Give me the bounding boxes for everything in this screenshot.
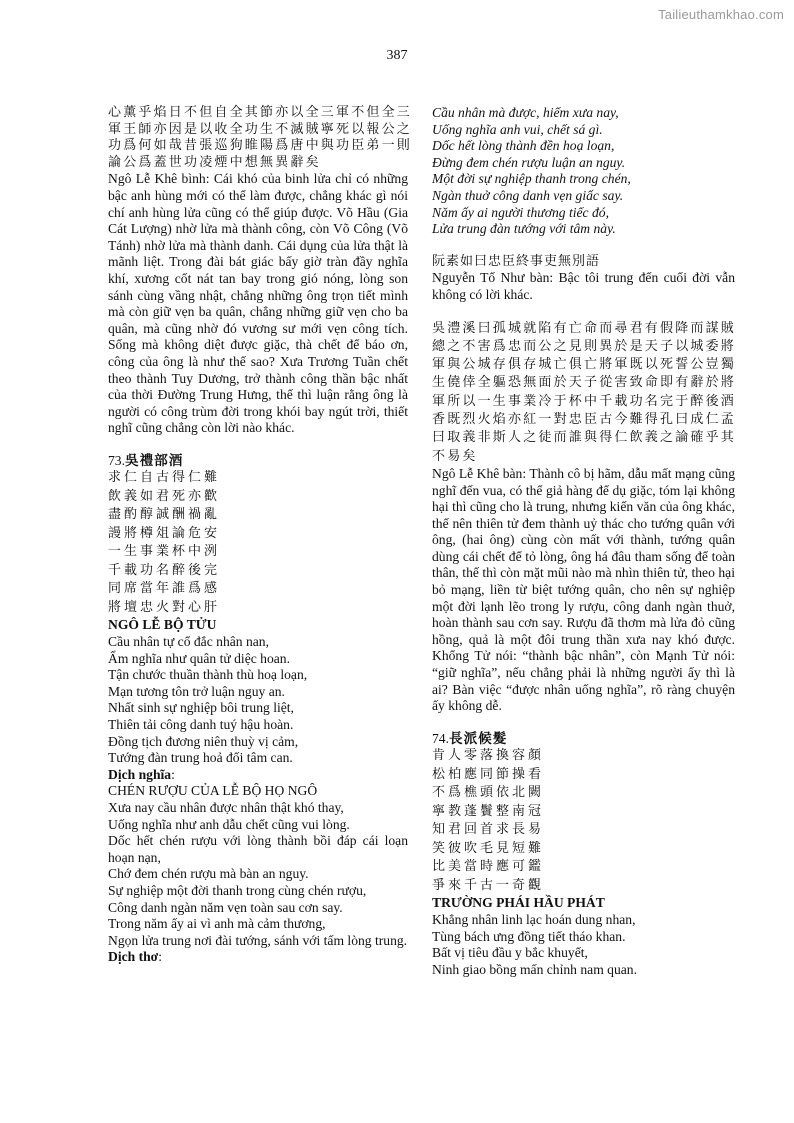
poem-viet-block bbox=[432, 912, 735, 978]
right-column bbox=[432, 105, 735, 978]
commentary-han-block bbox=[432, 320, 735, 466]
poem-viet-line: Khẳng nhân linh lạc hoán dung nhan, bbox=[432, 912, 636, 927]
poem-han-block bbox=[432, 747, 735, 895]
section-number: 74. bbox=[432, 730, 449, 746]
poem-han-line: 謾將樽俎論危安 bbox=[108, 525, 221, 541]
poem-viet-line: Cầu nhân tự cổ đắc nhân nan, bbox=[108, 634, 270, 650]
poem-title-viet: TRƯỜNG PHÁI HẦU PHÁT bbox=[432, 895, 605, 911]
poem-han-line: 將壇忠火對心肝 bbox=[108, 599, 221, 615]
section-title-han: 吳禮部酒 bbox=[125, 452, 184, 469]
verse-translation-block bbox=[432, 105, 735, 238]
poem-han-line: 飲義如君死亦歡 bbox=[108, 488, 221, 504]
section-73-heading bbox=[108, 453, 408, 470]
han-line: 生僥倖全軀恐無面於天子從害致命即有辭於將 bbox=[432, 375, 737, 391]
translation-label: Dịch nghĩa bbox=[108, 766, 172, 782]
section-number: 73. bbox=[108, 452, 125, 468]
translation-line: Trong năm ấy ai vì anh mà cảm thương, bbox=[108, 916, 326, 932]
poem-han-block bbox=[108, 469, 408, 617]
han-line: 軍王師亦因是以收全功生不滅賊寧死以報公之 bbox=[108, 121, 413, 137]
poem-title-viet: NGÔ LỄ BỘ TỬU bbox=[108, 617, 217, 633]
translation-line: Xưa nay cầu nhân được nhân thật khó thay, bbox=[108, 800, 344, 815]
verse-line: Lửa trung đàn tướng với tâm này. bbox=[432, 221, 616, 237]
poem-han-line: 松柏應同節操看 bbox=[432, 766, 545, 782]
poem-viet-line: Tướng đàn trung hoả đối tâm can. bbox=[108, 750, 293, 766]
poem-han-line: 笑彼吹毛見短難 bbox=[432, 840, 545, 856]
verse-line: Đừng đem chén rượu luận an nguy. bbox=[432, 154, 626, 170]
han-line: 心薰乎焰日不但自全其節亦以全三軍不但全三 bbox=[108, 105, 413, 120]
quote-han: 阮素如曰忠臣終事吏無別語 bbox=[432, 253, 601, 269]
poem-viet-line: Bất vị tiêu đầu y bắc khuyết, bbox=[432, 945, 588, 961]
translation-label-row: Dịch nghĩa: bbox=[108, 766, 175, 782]
translation-title: CHÉN RƯỢU CỦA LỄ BỘ HỌ NGÔ bbox=[108, 783, 318, 799]
verse-line: Ngàn thuở công danh vẹn giấc say. bbox=[432, 187, 624, 203]
verse-label: Dịch thơ bbox=[108, 949, 159, 965]
poem-han-line: 求仁自古得仁難 bbox=[108, 470, 221, 486]
left-column bbox=[108, 105, 413, 966]
poem-han-line: 千載功名醉後完 bbox=[108, 562, 221, 578]
poem-viet-line: Tận chước thuần thành thù hoạ loạn, bbox=[108, 667, 308, 683]
poem-viet-line: Ninh giao bồng mấn chỉnh nam quan. bbox=[432, 961, 638, 977]
commentary-paragraph: Ngô Lễ Khê bình: Cái khó của binh lửa chỉ có những bậc anh hùng mới có thể làm được, chẳng khác gì nói chí anh hùng lửa cũng có thể giúp được. Võ Hầu (Gia Cát Lượng) nhờ lửa mà thành công, còn Võ Công (Võ Tánh) nhờ lửa mà thành danh. Cái dụng của lửa thật là mãnh liệt. Trong đài bát giác bấy giờ tràn đầy nghĩa khí, xương cốt nát tan bay trong gió nóng, lòng son sánh cùng vầng nhật, chẳng những ông trọn tiết mình mà còn giữ vẹn ba quân, chẳng những giữ vẹn cho ba quân, mà cũng nhờ đó vương sư mới vẹn công tích. Sống mà không diệt được giặc, thà chết để báo ơn, công của ông là như thế sao? Xưa Trương Tuần chết theo thành Tuy Dương, trở thành công thần bậc nhất của thời Đường Trung Hưng, thế thì luận rằng ông là người có công trùm đời trong khói bay ngút trời, thiết nghĩ cũng chẳng còn lời nào khác. bbox=[108, 171, 408, 436]
quote-viet: Nguyễn Tố Như bàn: Bậc tôi trung đến cuối đời vẫn không có lời khác. bbox=[432, 270, 735, 302]
poem-han-line: 爭來千古一奇觀 bbox=[432, 877, 545, 893]
poem-han-line: 比美當時應可鑑 bbox=[432, 859, 545, 875]
poem-han-line: 不爲樵頭依北闕 bbox=[432, 785, 545, 801]
translation-line: Ngọn lửa trung nơi đài tướng, sánh với tấm lòng trung. bbox=[108, 932, 408, 948]
verse-label-row: Dịch thơ: bbox=[108, 949, 162, 965]
poem-viet-line: Nhất sinh sự nghiệp bôi trung liệt, bbox=[108, 700, 294, 716]
han-line: 香既烈火焰亦紅一對忠臣古今難得孔曰成仁孟 bbox=[432, 412, 737, 428]
section-74-heading bbox=[432, 731, 735, 748]
translation-line: Chớ đem chén rượu mà bàn an nguy. bbox=[108, 866, 309, 882]
han-line: 吳澧溪曰孤城就陷有亡命而尋君有假降而謀賊 bbox=[432, 320, 737, 336]
han-line: 軍與公城存俱存城亡俱亡將軍既以死誓公豈獨 bbox=[432, 357, 737, 373]
verse-line: Uống nghĩa anh vui, chết sá gì. bbox=[432, 121, 603, 137]
translation-line: Sự nghiệp một đời thanh trong cùng chén rượu, bbox=[108, 882, 367, 898]
han-line: 不易矣 bbox=[432, 448, 478, 464]
intro-han-block bbox=[108, 105, 413, 171]
translation-block bbox=[108, 800, 408, 949]
verse-line: Năm ấy ai người thương tiếc đó, bbox=[432, 204, 609, 220]
poem-viet-line: Mạn tương tôn trở luận nguy an. bbox=[108, 683, 285, 699]
translation-line: Công danh ngàn năm vẹn toàn sau cơn say. bbox=[108, 899, 343, 915]
verse-line: Một đời sự nghiệp thanh trong chén, bbox=[432, 171, 631, 187]
poem-han-line: 一生事業杯中洌 bbox=[108, 544, 221, 560]
han-line: 曰取義非斯人之徒而誰與得仁飲義之論確乎其 bbox=[432, 430, 737, 446]
poem-viet-block bbox=[108, 634, 408, 767]
poem-han-line: 知君回首求長易 bbox=[432, 822, 545, 838]
poem-han-line: 寧教蓬鬢整南冠 bbox=[432, 803, 545, 819]
poem-viet-line: Thiên tải công danh tuý hậu hoàn. bbox=[108, 717, 294, 733]
poem-viet-line: Tùng bách ưng đồng tiết tháo khan. bbox=[432, 928, 626, 944]
commentary-viet: Ngô Lễ Khê bàn: Thành cô bị hãm, dẫu mất mạng cũng nghĩ đến vua, có thể giả hàng để dụ giặc, tóm lại không hại thì cũng cho là trung, nhưng kiến văn của ông khác, thế nên thiên tử đem thành uỷ thác cho tướng quân với ông, (hai ông) cùng còn mất với thành, tướng quân dùng cái chết để tỏ lòng, ông há đâu tham sống để toàn thân, thế thì còn mặt mũi nào mà nhìn thiên tử, theo hại bỏ mạng, liền từ biệt tướng quân, cho nên sự nghiệp một đời lạnh lẽo trong ly rượu, công danh ngàn thuở, hoàn thành sau cơn say. Rượu đã thơm mà lửa đỏ cũng hồng, quả là một đôi trung thần xưa nay khó được. Khổng Tử nói: “thành bậc nhân”, còn Mạnh Tử nói: “giữ nghĩa”, nếu chẳng phải là những người ấy thì là ai? Bàn việc “được nhân uống nghĩa”, rõ ràng chuyện ấy không dễ. bbox=[432, 465, 735, 714]
page-number: 387 bbox=[386, 48, 408, 63]
verse-line: Cầu nhân mà được, hiếm xưa nay, bbox=[432, 105, 619, 120]
section-title-han: 長派候髮 bbox=[449, 730, 508, 747]
poem-viet-line: Ẩm nghĩa như quân tử diệc hoan. bbox=[108, 650, 290, 666]
han-line: 總之不害爲忠而公之見則異於是天子以城委將 bbox=[432, 338, 737, 354]
poem-viet-line: Đồng tịch đương niên thuỳ vị cảm, bbox=[108, 733, 299, 749]
poem-han-line: 盡酌醇誠酬禍亂 bbox=[108, 507, 221, 523]
han-line: 軍所以一生事業冷于杯中千載功名完于醉後酒 bbox=[432, 393, 737, 409]
poem-han-line: 肯人零落換容顏 bbox=[432, 748, 545, 764]
poem-han-line: 同席當年誰爲感 bbox=[108, 581, 221, 597]
han-line: 論公爲蓋世功凌煙中想無異辭矣 bbox=[108, 154, 321, 170]
han-line: 功爲何如哉昔張巡狗睢陽爲唐中與功臣弟一則 bbox=[108, 138, 413, 154]
translation-line: Uống nghĩa như anh dẫu chết cũng vui lòng. bbox=[108, 816, 350, 832]
translation-line: Dốc hết chén rượu với lòng thành bồi đáp cái loạn hoạn nạn, bbox=[108, 833, 408, 865]
watermark: Tailieuthamkhao.com bbox=[658, 7, 784, 22]
verse-line: Dốc hết lòng thành đền hoạ loạn, bbox=[432, 138, 615, 154]
